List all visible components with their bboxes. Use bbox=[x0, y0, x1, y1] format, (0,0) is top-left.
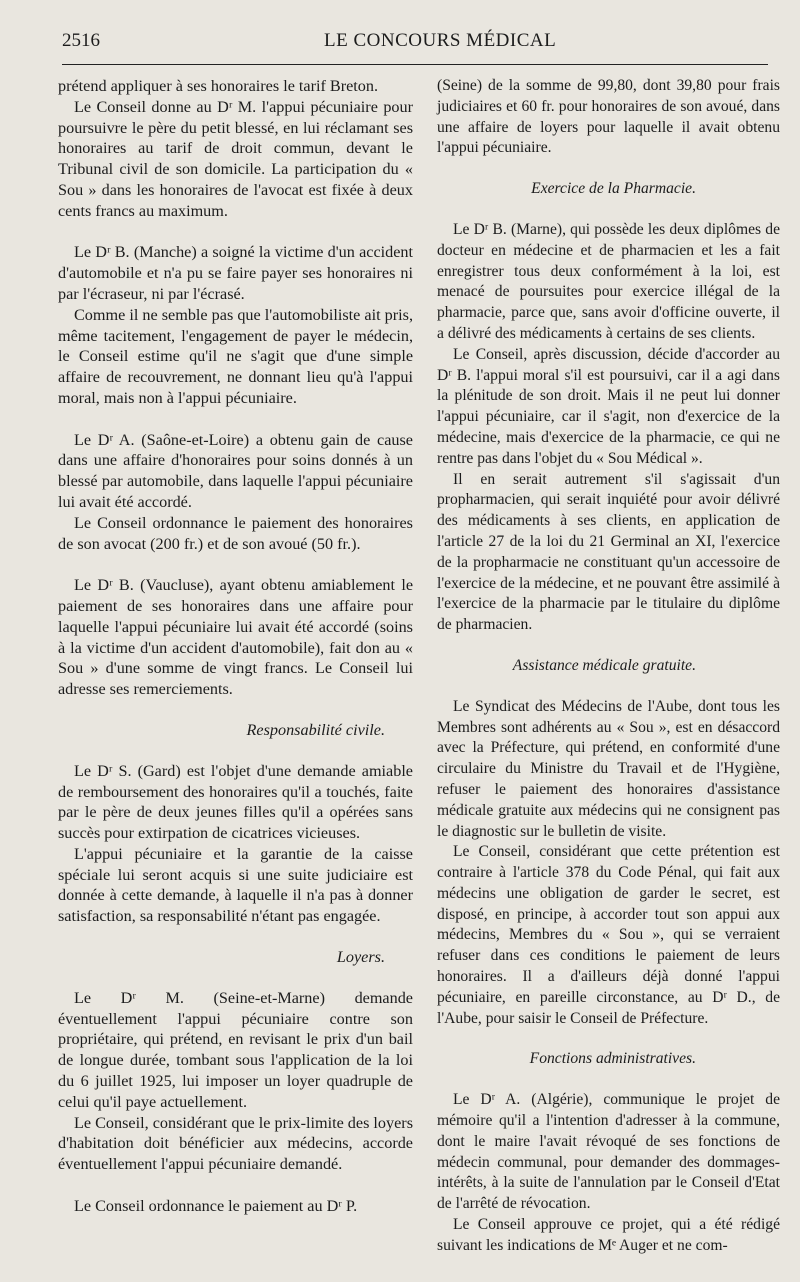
paragraph: Le Dʳ B. (Manche) a soigné la victime d'un accident d'automobile et n'a pu se faire payer ses honoraires ni par l'écraseur, ni par l'écrasé. bbox=[58, 243, 413, 303]
paragraph: Le Syndicat des Médecins de l'Aube, dont tous les Membres sont adhérents au « Sou », est en désaccord avec la Préfecture, qui prétend, en conformité d'une circulaire du Ministre du Travail et de l'Hygiène, refuser le paiement des honoraires d'assistance médicale gratuite aux médecins qui ne consignent pas le diagnostic sur le bulletin de visite. bbox=[437, 697, 780, 840]
section-heading: Loyers. bbox=[336, 948, 385, 967]
header-rule bbox=[62, 64, 768, 65]
paragraph: Le Conseil, considérant que le prix-limite des loyers d'habitation doit bénéficier aux médecins, accorde éventuellement l'appui pécuniaire demandé. bbox=[58, 1113, 413, 1174]
paragraph: Le Dʳ A. (Algérie), communique le projet de mémoire qu'il a l'intention d'adresser à la commune, dont le maire l'avait révoqué de ses fonctions de médecin communal, pour demander des dommages-intérêts, à la suite de l'annulation par le Conseil d'Etat de l'arrêté de révocation. bbox=[437, 1091, 780, 1213]
paragraph: Le Dʳ B. (Vaucluse), ayant obtenu amiablement le paiement de ses honoraires dans une affaire pour laquelle l'appui pécuniaire lui avait été accordé (soins à la victime d'un accident d'automobile), fait don au « Sou » d'une somme de vingt francs. Le Conseil lui adresse ses remerciements. bbox=[58, 576, 413, 699]
paragraph: Le Conseil approuve ce projet, qui a été rédigé suivant les indications de Mᵉ Auger et ne com- bbox=[437, 1216, 780, 1254]
paragraph: Le Conseil donne au Dʳ M. l'appui pécuniaire pour poursuivre le père du petit blessé, en lui réclamant ses honoraires au tarif de droit commun, devant le Tribunal civil de son domicile. La participation du « Sou » dans les honoraires de l'avocat est fixée à deux cents francs au maximum. bbox=[58, 97, 413, 220]
paragraph: Il en serait autrement s'il s'agissait d'un propharmacien, qui serait inquiété pour avoir délivré des médicaments à ses clients, en application de l'article 27 de la loi du 21 Germinal an XI, l'exercice de la propharmacie ne constituant qu'un accessoire de l'exercice de la médecine, et ne pouvant être assimilé à l'exercice de la pharmacie par le titulaire du diplôme de pharmacien. bbox=[437, 470, 780, 634]
paragraph: Le Conseil, après discussion, décide d'accorder au Dʳ B. l'appui moral s'il est poursuivi, car il a agi dans la plénitude de son droit. Mais il ne peut lui donner l'appui pécuniaire, car il s'agit, non d'exercice de la médecine, mais d'exercice de la pharmacie, ce qui ne rentre pas dans l'objet du « Sou Médical ». bbox=[437, 345, 780, 467]
section-heading: Assistance médicale gratuite. bbox=[512, 656, 696, 674]
section-heading: Fonctions administratives. bbox=[529, 1050, 696, 1068]
paragraph: Le Dʳ M. (Seine-et-Marne) demande éventuellement l'appui pécuniaire contre son propriétaire, qui prétend, en revisant le prix d'un bail de longue durée, tombant sous l'application de la loi du 6 juillet 1925, lui imposer un loyer quadruple de celui qu'il paye actuellement. bbox=[58, 988, 413, 1111]
paragraph: prétend appliquer à ses honoraires le tarif Breton. bbox=[58, 77, 379, 95]
running-header bbox=[62, 30, 774, 60]
journal-title: LE CONCOURS MÉDICAL bbox=[324, 30, 557, 51]
paragraph: Le Dʳ B. (Marne), qui possède les deux diplômes de docteur en médecine et de pharmacien et les a fait enregistrer tous deux conformément à la loi, est menacé de poursuites pour exercice illégal de la pharmacie, parce que, sans avoir d'officine ouverte, il a délivré des médicaments à certains de ses clients. bbox=[437, 220, 780, 342]
paragraph: Le Conseil ordonnance le paiement au Dʳ P. bbox=[74, 1196, 358, 1215]
paragraph: L'appui pécuniaire et la garantie de la caisse spéciale lui seront acquis si une suite judiciaire est donnée à cette demande, à laquelle il n'a pas à donner satisfaction, sa responsabilité n'étant pas engagée. bbox=[58, 844, 413, 926]
paragraph: Le Dʳ A. (Saône-et-Loire) a obtenu gain de cause dans une affaire d'honoraires pour soins donnés à un blessé par automobile, dans laquelle l'appui pécuniaire lui avait été accordé. bbox=[58, 430, 413, 511]
paragraph: Comme il ne semble pas que l'automobiliste ait pris, même tacitement, l'engagement de payer le médecin, le Conseil estime qu'il ne s'agit que d'une simple affaire de recouvrement, ne donnant lieu qu'à l'appui moral, mais non à l'appui pécuniaire. bbox=[58, 305, 413, 407]
right-column bbox=[437, 76, 780, 1257]
page-number: 2516 bbox=[62, 30, 100, 51]
section-heading: Responsabilité civile. bbox=[246, 720, 385, 739]
paragraph: Le Conseil ordonnance le paiement des honoraires de son avocat (200 fr.) et de son avoué (50 fr.). bbox=[58, 513, 413, 553]
paragraph: Le Dʳ S. (Gard) est l'objet d'une demande amiable de remboursement des honoraires qu'il a touchés, faite par le père de deux jeunes filles qu'il a opérées sans succès pour extirpation de cicatrices vicieuses. bbox=[58, 761, 413, 843]
paragraph: (Seine) de la somme de 99,80, dont 39,80 pour frais judiciaires et 60 fr. pour honoraires de son avoué, dans une affaire de loyers pour laquelle il avait obtenu l'appui pécuniaire. bbox=[437, 77, 780, 157]
section-heading: Exercice de la Pharmacie. bbox=[531, 180, 696, 198]
paragraph: Le Conseil, considérant que cette prétention est contraire à l'article 378 du Code Pénal, qui fait aux médecins une obligation de garder le secret, est disposé, en principe, à accorder tout son appui aux médecins, Membres du « Sou », qui se verraient refuser dans ces conditions le paiement de leurs honoraires. Il a d'ailleurs déjà donné l'appui pécuniaire, en pareille circonstance, au Dʳ D., de l'Aube, pour saisir le Conseil de Préfecture. bbox=[437, 843, 780, 1027]
left-column bbox=[58, 76, 413, 1217]
